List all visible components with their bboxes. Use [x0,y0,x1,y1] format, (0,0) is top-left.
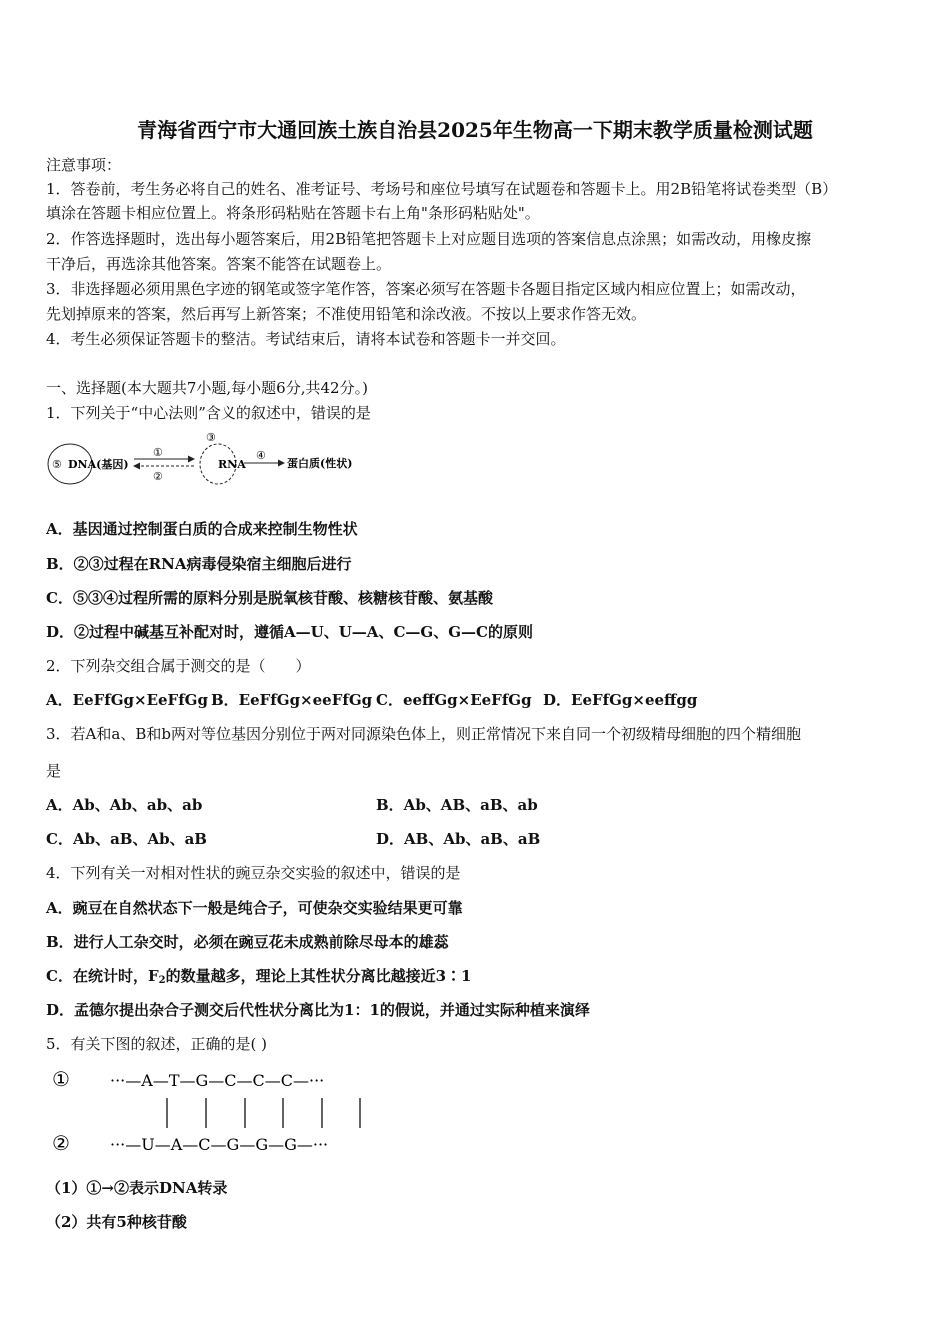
question-5-statement-1: （1）①→②表示DNA转录 [46,1179,228,1197]
protein-label: 蛋白质(性状) [287,457,353,470]
question-3-option-b: B．Ab、AB、aB、ab [376,796,538,814]
notice-line: 1．答卷前，考生务必将自己的姓名、准考证号、考场号和座位号填写在试题卷和答题卡上。用2B铅笔将试卷类型（B） [46,180,838,198]
question-3-option-c: C．Ab、aB、Ab、aB [46,830,207,848]
question-3-option-a: A．Ab、Ab、ab、ab [46,796,203,814]
question-5-stem: 5．有关下图的叙述，正确的是( ) [46,1035,268,1053]
question-5-statement-2: （2）共有5种核苷酸 [46,1213,187,1231]
notice-heading: 注意事项： [46,156,122,174]
page-title: 青海省西宁市大通回族土族自治县2025年生物高一下期末教学质量检测试题 [137,118,813,142]
question-3-stem: 3．若A和a、B和b两对等位基因分别位于两对同源染色体上，则正常情况下来自同一个初级精母细胞的四个精细胞 [46,725,801,743]
question-4-option-a: A．豌豆在自然状态下一般是纯合子，可使杂交实验结果更可靠 [46,899,463,917]
question-2-stem: 2．下列杂交组合属于测交的是（ ） [46,657,311,675]
question-2-option-a: A．EeFfGg×EeFfGg [46,691,208,709]
base-pair-bonds [167,1098,360,1128]
process-2-label: ② [153,470,163,483]
dna-rna-strand-diagram [46,1062,416,1162]
question-2-option-d: D．EeFfGg×eeffgg [543,691,698,709]
process-1-label: ① [153,446,163,459]
question-1-option-a: A．基因通过控制蛋白质的合成来控制生物性状 [46,520,358,538]
process-4-label: ④ [256,449,266,462]
question-2-option-c: C．eeffGg×EeFfGg [376,691,532,709]
notice-line: 先划掉原来的答案，然后再写上新答案；不准使用铅笔和涂改液。不按以上要求作答无效。 [46,305,647,323]
strand-2-label: ② [52,1131,70,1155]
dna-strand: ···—A—T—G—C—C—C—··· [110,1071,325,1090]
question-2-option-b: B．EeFfGg×eeFfGg [211,691,373,709]
process-5-label: ⑤ [52,458,62,471]
notice-line: 干净后，再选涂其他答案。答案不能答在试题卷上。 [46,255,392,273]
question-3-option-d: D．AB、Ab、aB、aB [376,830,541,848]
question-1-option-c: C．⑤③④过程所需的原料分别是脱氧核苷酸、核糖核苷酸、氨基酸 [46,589,493,607]
question-1-stem: 1．下列关于“中心法则”含义的叙述中，错误的是 [46,404,371,422]
question-4-option-c: C．在统计时，$F_2$的数量越多，理论上其性状分离比越接近3∶1 [46,967,472,986]
dna-label: DNA(基因) [68,458,129,471]
section-heading: 一、选择题(本大题共7小题,每小题6分,共42分。) [46,379,368,397]
notice-line: 4．考生必须保证答题卡的整洁。考试结束后，请将本试卷和答题卡一并交回。 [46,330,566,348]
notice-line: 2．作答选择题时，选出每小题答案后，用2B铅笔把答题卡上对应题目选项的答案信息点涂黑；如需改动，用橡皮擦 [46,230,812,248]
question-4-option-d: D．孟德尔提出杂合子测交后代性状分离比为1：1的假说，并通过实际种植来演绎 [46,1001,590,1019]
notice-line: 填涂在答题卡相应位置上。将条形码粘贴在答题卡右上角"条形码粘贴处"。 [46,204,540,222]
question-4-option-b: B．进行人工杂交时，必须在豌豆花未成熟前除尽母本的雄蕊 [46,933,449,951]
process-3-label: ③ [206,431,216,444]
rna-label: RNA [218,458,246,471]
question-1-option-b: B．②③过程在RNA病毒侵染宿主细胞后进行 [46,555,352,573]
strand-1-label: ① [52,1067,70,1091]
question-3-stem-cont: 是 [46,762,62,780]
rna-strand: ···—U—A—C—G—G—G—··· [110,1135,329,1154]
question-4-stem: 4．下列有关一对相对性状的豌豆杂交实验的叙述中，错误的是 [46,864,461,882]
central-dogma-diagram [44,428,374,490]
question-1-option-d: D．②过程中碱基互补配对时，遵循A—U、U—A、C—G、G—C的原则 [46,623,533,641]
notice-line: 3．非选择题必须用黑色字迹的钢笔或签字笔作答，答案必须写在答题卡各题目指定区域内相应位置上；如需改动， [46,280,806,298]
